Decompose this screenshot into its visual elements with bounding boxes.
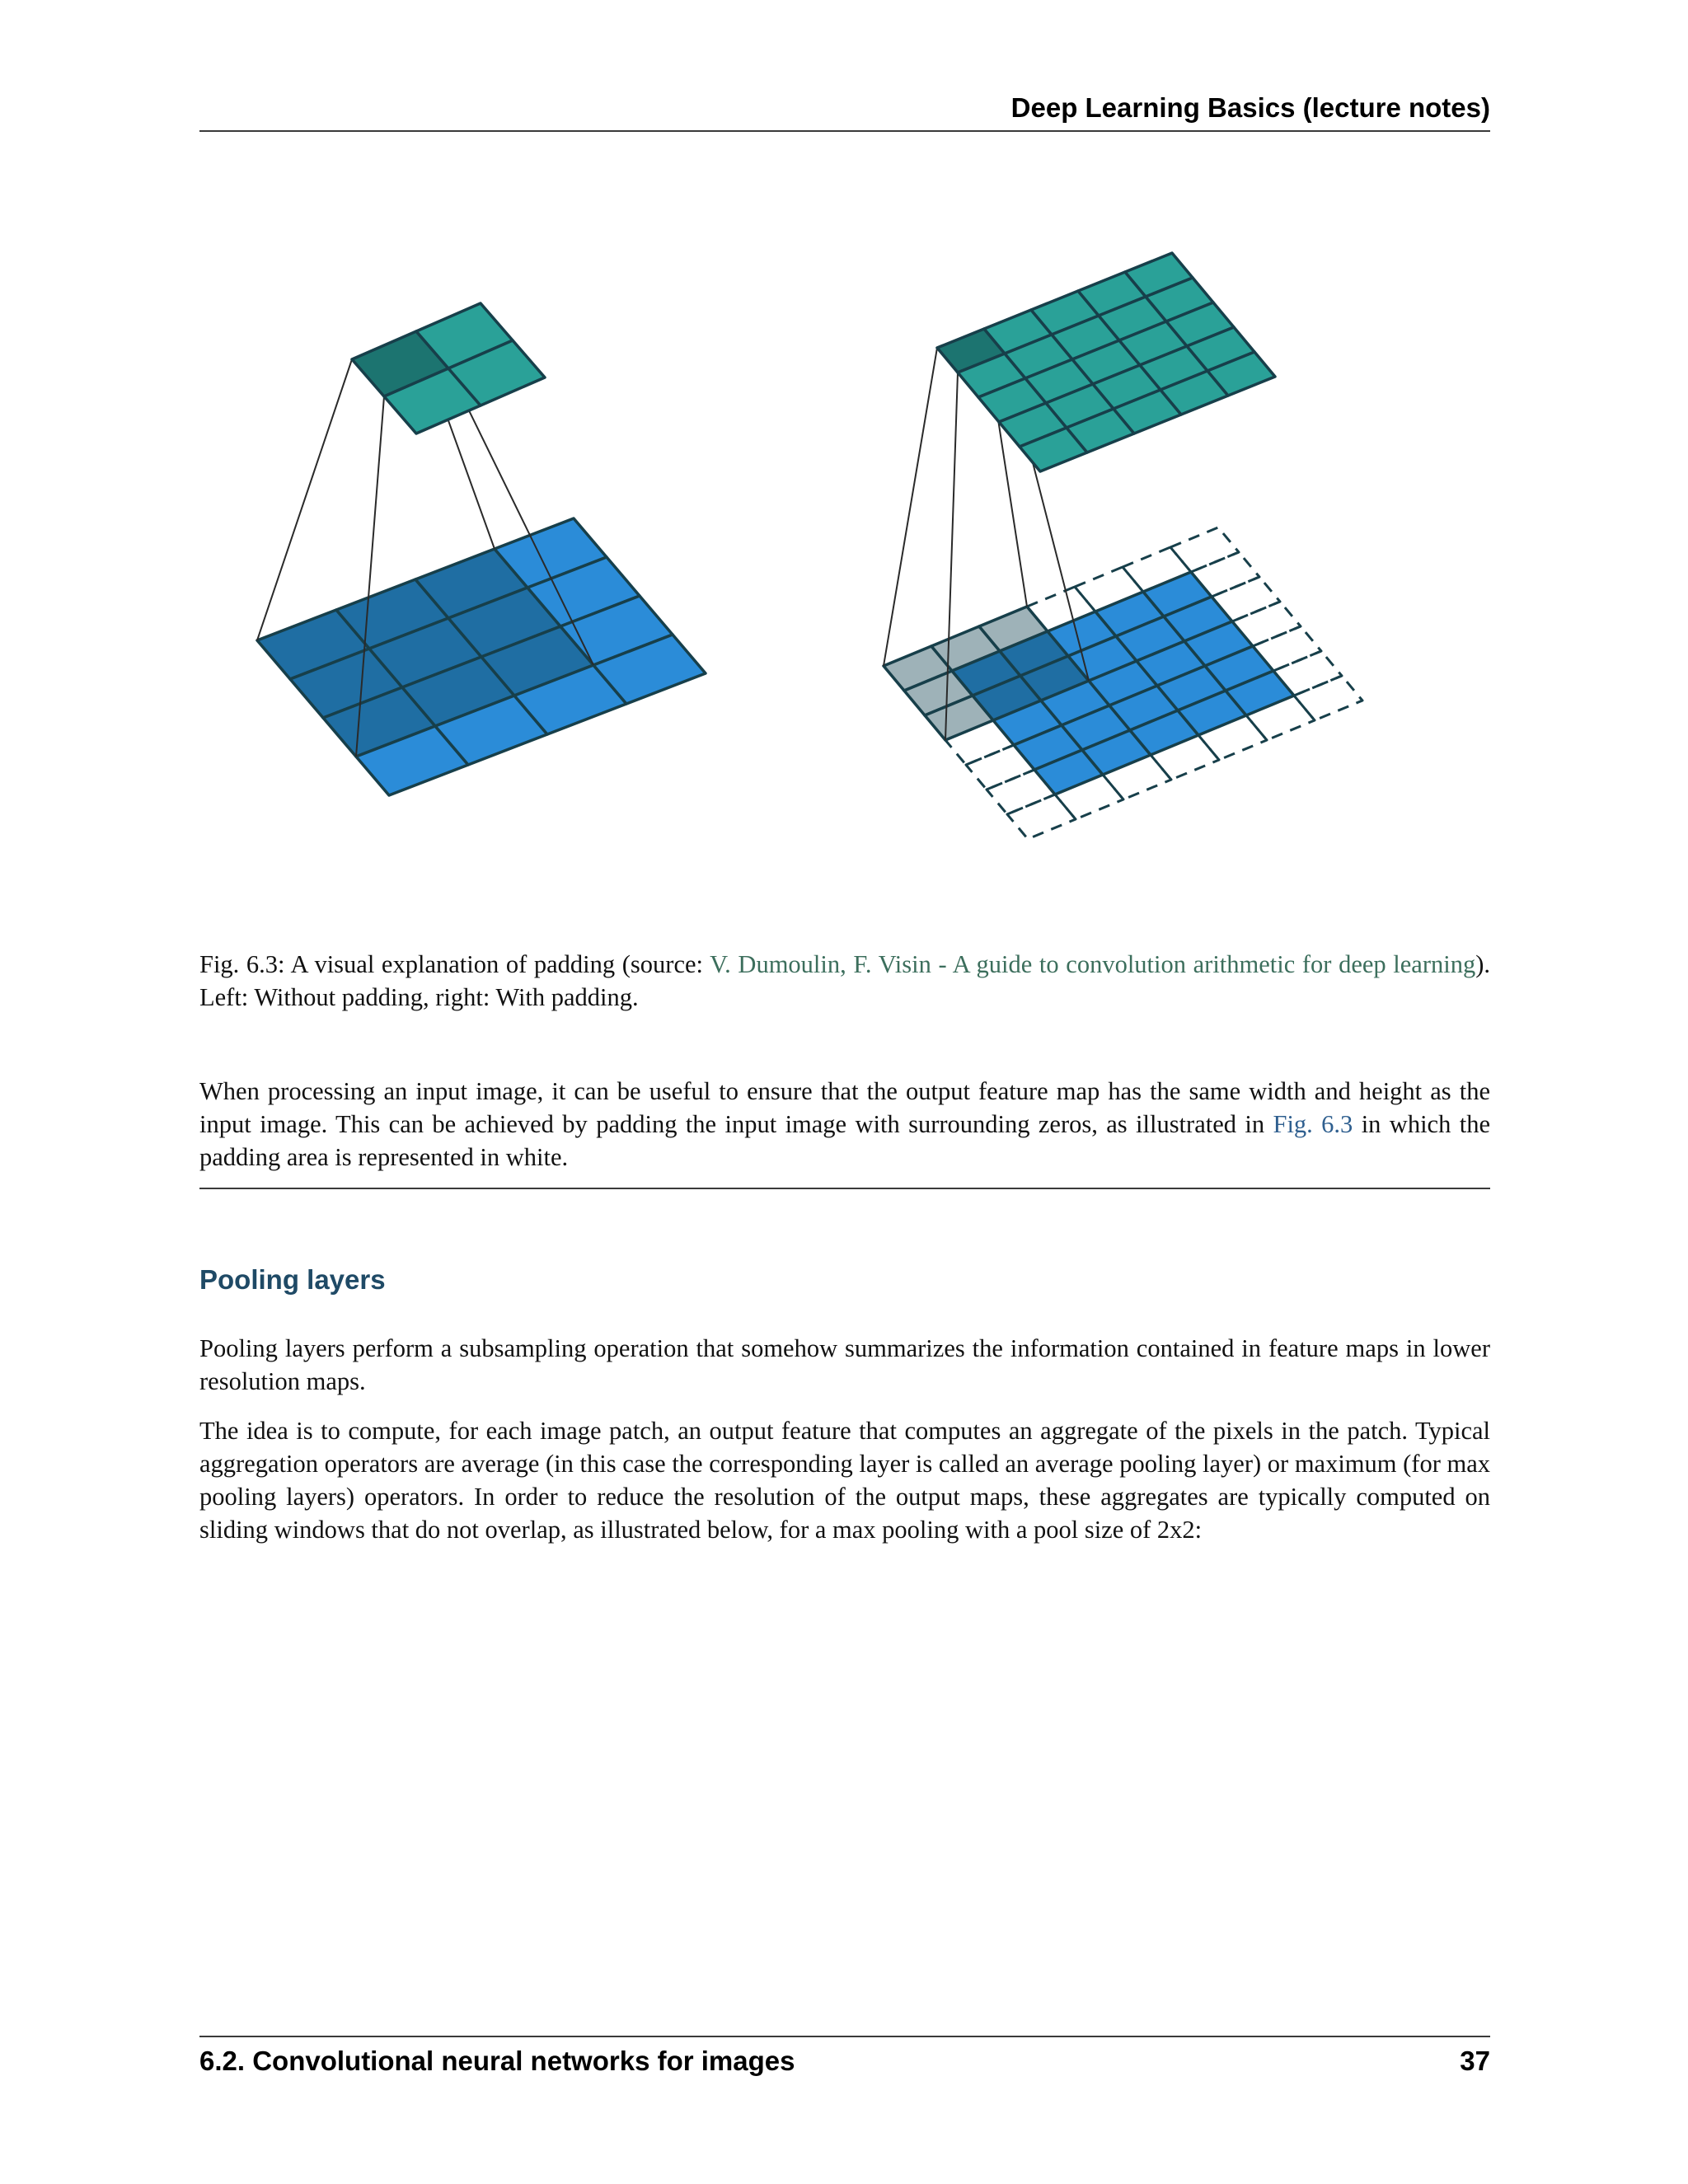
projection-line [884,348,937,666]
padding-figure [199,198,1490,907]
padding-paragraph [199,1075,1490,1174]
pooling-intro-paragraph: Pooling layers perform a subsampling operation that somehow summarizes the information contained in feature maps in lower resolution maps. [199,1334,1490,1395]
figure-caption [199,948,1490,1014]
source-link[interactable]: V. Dumoulin, F. Visin - A guide to convolution arithmetic for deep learning [710,950,1476,978]
pooling-detail-paragraph: The idea is to compute, for each image patch, an output feature that computes an aggregate of the pixels in the patch. Typical aggregation operators are average (in this case the corresponding layer is called an average pooling layer) or maximum (for max pooling layers) operators. In order to reduce the resolution of the output maps, these aggregates are typically computed on sliding windows that do not overlap, as illustrated below, for a max pooling with a pool size of 2x2: [199,1417,1490,1544]
no-padding-diagram [257,303,706,795]
figure-reference-link[interactable]: Fig. 6.3 [1273,1110,1353,1138]
padding-text-after: in which the padding area is represented in white. [199,1110,1490,1171]
footer-rule [199,2036,1490,2037]
projection-line [257,359,352,640]
padding-text-before: When processing an input image, it can be useful to ensure that the output feature map has the same width and height as the input image. This can be achieved by padding the input image with surrounding zeros, as illustrated in [199,1077,1490,1138]
caption-suffix: ). Left: Without padding, right: With padding. [199,950,1490,1011]
page-number: 37 [1460,2046,1490,2076]
header-rule [199,130,1490,132]
section-divider [199,1188,1490,1189]
padding-cell [1170,527,1239,572]
caption-prefix: Fig. 6.3: A visual explanation of padding (source: [199,950,710,978]
with-padding-diagram [884,253,1362,839]
section-heading: Pooling layers [199,1264,386,1295]
running-header: Deep Learning Basics (lecture notes) [1010,92,1490,123]
footer-section-title: 6.2. Convolutional neural networks for images [199,2046,795,2076]
